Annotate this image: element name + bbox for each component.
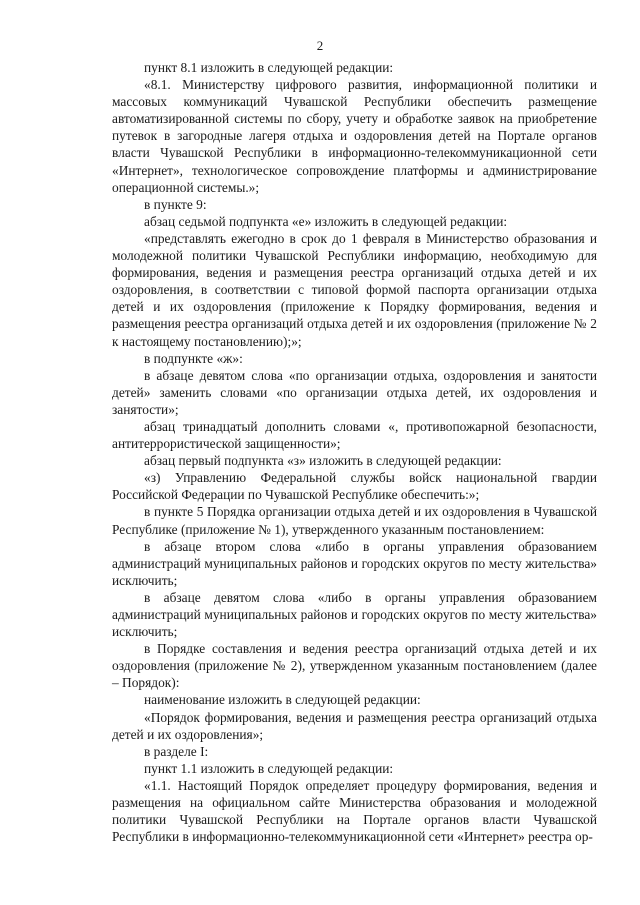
page-number: 2 xyxy=(316,38,324,53)
paragraph: наименование изложить в следующей редакции: xyxy=(144,692,421,708)
paragraph: в пункте 5 Порядка организации отдыха детей и их оздоровления в Чувашской Республике (приложение № 1), утвержденного указанным постановлением: xyxy=(112,504,597,537)
paragraph: абзац первый подпункта «з» изложить в следующей редакции: xyxy=(144,453,502,469)
paragraph: в подпункте «ж»: xyxy=(144,350,243,366)
paragraph: в Порядке составления и ведения реестра организаций отдыха детей и их оздоровления (приложение № 2), утвержденном указанным постановлением (далее – Порядок): xyxy=(112,641,597,691)
paragraph: в абзаце втором слова «либо в органы управления образованием администраций муниципальных районов и городских округов по месту жительства» исключить; xyxy=(112,538,597,588)
paragraph: «1.1. Настоящий Порядок определяет процедуру формирования, ведения и размещения на официальном сайте Министерства образования и молодежной политики Чувашской Республики на Портале органов власти Чувашской Республики в информационно-телекоммуникационной сети «Интернет» реестра ор- xyxy=(112,777,597,845)
paragraph: в абзаце девятом слова «либо в органы управления образованием администраций муниципальных районов и городских округов по месту жительства» исключить; xyxy=(112,589,597,640)
paragraph: «з) Управлению Федеральной службы войск национальной гвардии Российской Федерации по Чувашской Республике обеспечить:»; xyxy=(112,470,597,503)
paragraph: «представлять ежегодно в срок до 1 февраля в Министерство образования и молодежной политики Чувашской Республики информацию, необходимую для формирования, ведения и размещения реестра организаций отдыха детей и их оздоровления, в соответствии с типовой формой паспорта организации отдыха детей и их оздоровления (приложение к Порядку формирования, ведения и размещения реестра организаций отдыха детей и их оздоровления (приложение № 2 к настоящему постановлению);»; xyxy=(112,230,597,349)
document-body xyxy=(112,59,597,845)
paragraph: абзац тринадцатый дополнить словами «, противопожарной безопасности, антитеррористической защищенности»; xyxy=(112,418,597,452)
paragraph: абзац седьмой подпункта «е» изложить в следующей редакции: xyxy=(144,213,508,229)
paragraph: пункт 1.1 изложить в следующей редакции: xyxy=(144,760,394,776)
paragraph: в пункте 9: xyxy=(144,196,207,212)
paragraph: «Порядок формирования, ведения и размещения реестра организаций отдыха детей и их оздоровления»; xyxy=(112,709,597,742)
paragraph: «8.1. Министерству цифрового развития, информационной политики и массовых коммуникаций Чувашской Республики обеспечить размещение автоматизированной системы по сбору, учету и обработке заявок на приобретение путевок в загородные лагеря отдыха и оздоровления детей на Портале органов власти Чувашской Республики в информационно-телекоммуникационной сети «Интернет», технологическое сопровождение платформы и администрирование операционной системы.»; xyxy=(112,77,597,195)
paragraph: пункт 8.1 изложить в следующей редакции: xyxy=(144,60,394,75)
paragraph: в абзаце девятом слова «по организации отдыха, оздоровления и занятости детей» заменить словами «по организации отдыха детей, их оздоровления и занятости»; xyxy=(112,367,597,417)
paragraph: в разделе I: xyxy=(144,743,209,759)
